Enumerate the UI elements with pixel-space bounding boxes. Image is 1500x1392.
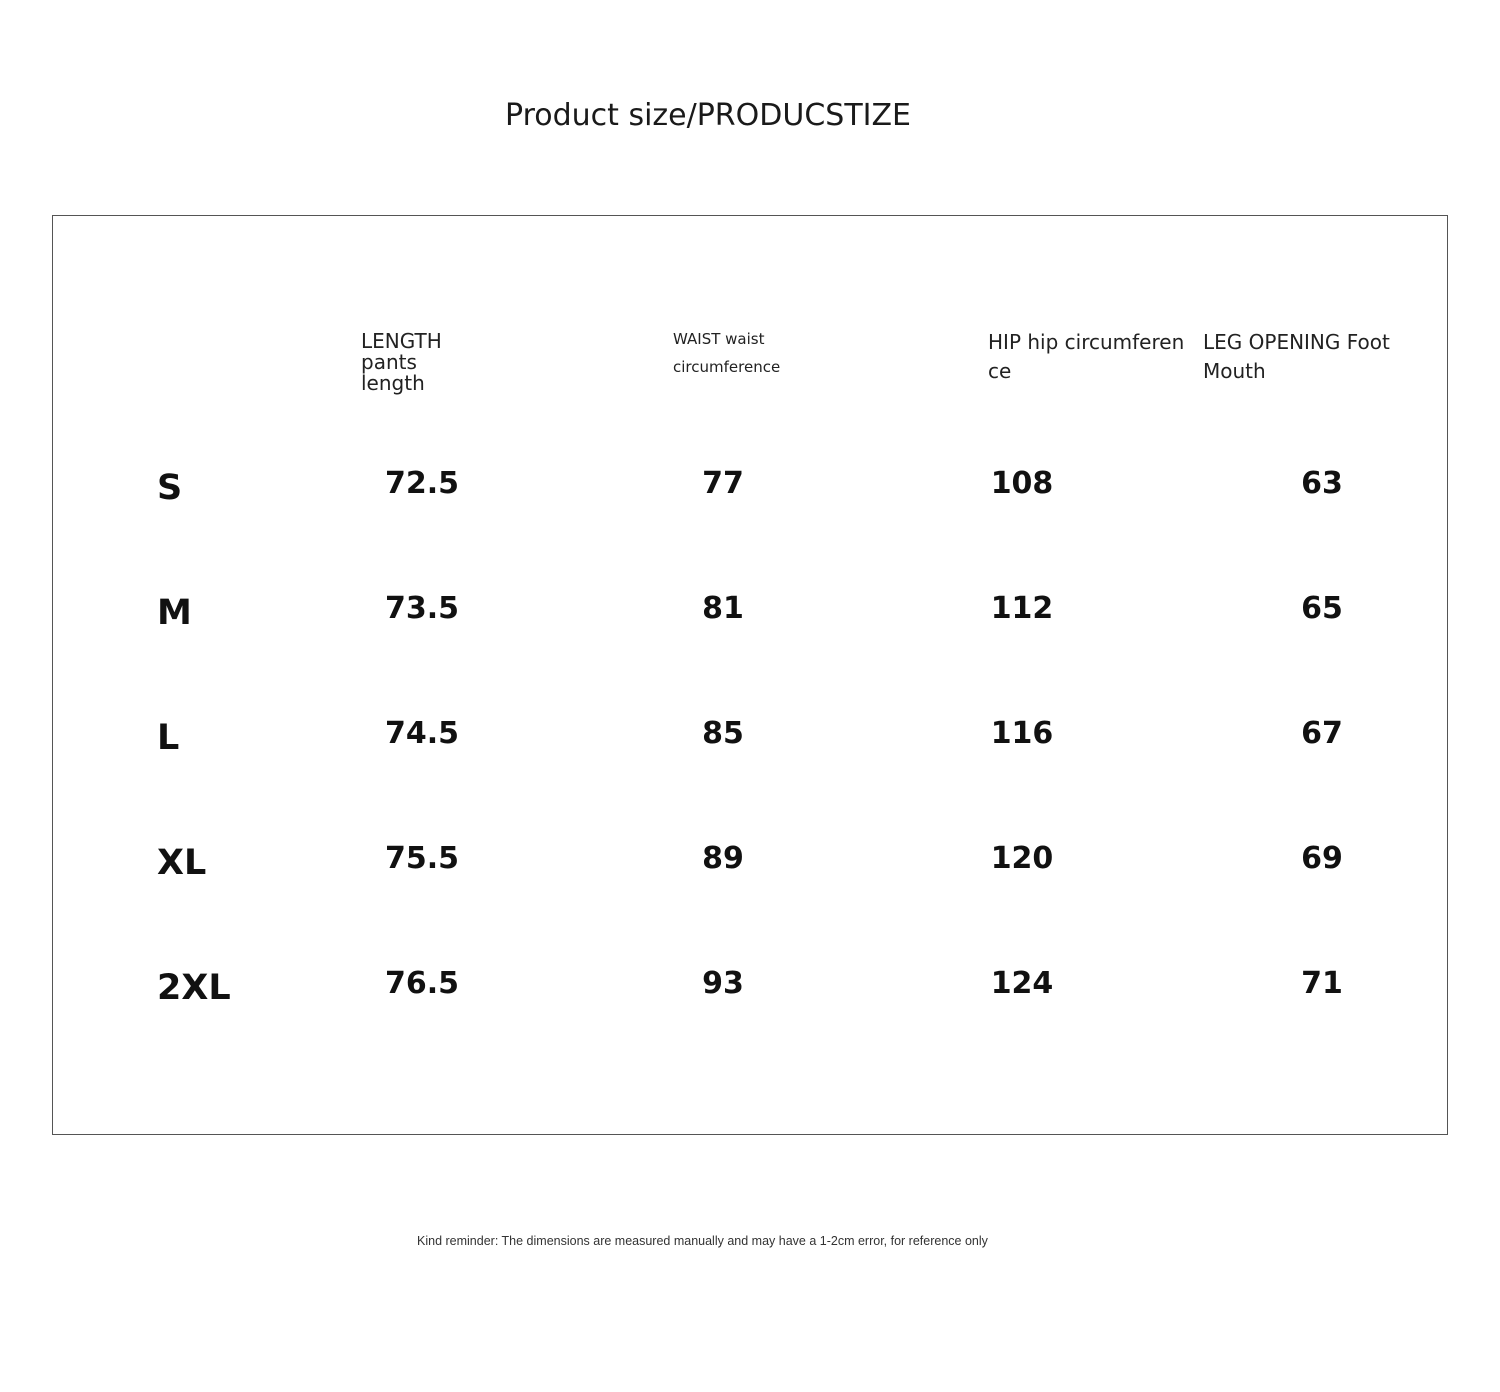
cell-hip-m: 112: [990, 591, 1054, 626]
cell-hip-l: 116: [990, 716, 1054, 751]
cell-length-m: 73.5: [384, 591, 460, 626]
size-label-xl: XL: [157, 843, 207, 883]
header-length: LENGTH pants length: [361, 329, 442, 395]
cell-leg-m: 65: [1301, 591, 1343, 626]
cell-waist-l: 85: [702, 716, 744, 751]
size-label-m: M: [157, 593, 192, 633]
cell-waist-s: 77: [702, 466, 744, 501]
page-title: Product size/PRODUCSTIZE: [505, 98, 911, 133]
cell-waist-2xl: 93: [702, 966, 744, 1001]
cell-hip-2xl: 124: [990, 966, 1054, 1001]
cell-leg-s: 63: [1301, 466, 1343, 501]
cell-waist-m: 81: [702, 591, 744, 626]
size-label-2xl: 2XL: [157, 968, 231, 1008]
cell-length-l: 74.5: [384, 716, 460, 751]
measurement-reminder: Kind reminder: The dimensions are measured manually and may have a 1-2cm error, for reference only: [417, 1234, 988, 1248]
cell-length-xl: 75.5: [384, 841, 460, 876]
cell-length-2xl: 76.5: [384, 966, 460, 1001]
cell-hip-xl: 120: [990, 841, 1054, 876]
cell-length-s: 72.5: [384, 466, 460, 501]
cell-hip-s: 108: [990, 466, 1054, 501]
header-waist: WAIST waist circumference: [673, 330, 781, 376]
header-hip: HIP hip circumferen ce: [988, 330, 1185, 383]
cell-waist-xl: 89: [702, 841, 744, 876]
cell-leg-2xl: 71: [1301, 966, 1343, 1001]
header-leg-opening: LEG OPENING Foot Mouth: [1203, 330, 1390, 383]
size-chart-table: [52, 215, 1448, 1135]
size-label-s: S: [157, 468, 183, 508]
cell-leg-xl: 69: [1301, 841, 1343, 876]
size-label-l: L: [157, 718, 180, 758]
cell-leg-l: 67: [1301, 716, 1343, 751]
